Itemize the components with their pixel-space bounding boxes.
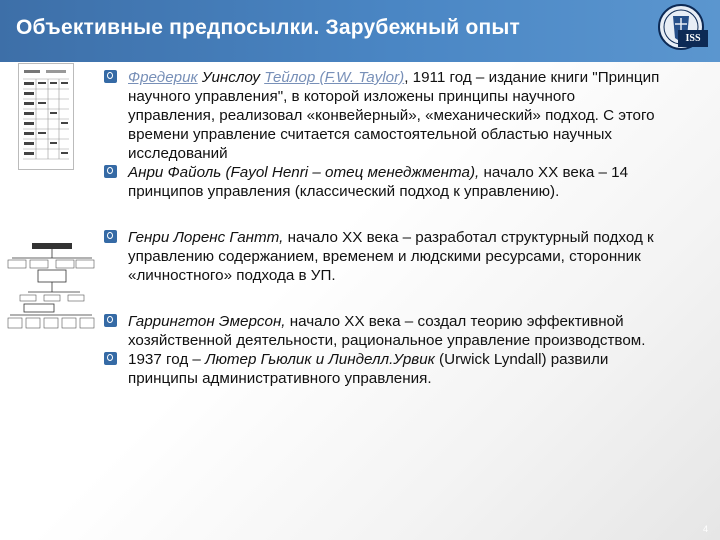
gantt-text: начало XX века – разработал структурный подход к управлению содержанием, временем и людскими ресурсами, сторонник «личностного» подхода в УП. xyxy=(128,229,654,284)
bullet-gulick-urwick xyxy=(104,350,664,388)
taylor-document-thumbnail xyxy=(18,63,74,170)
emerson-name: Гаррингтон Эмерсон, xyxy=(128,313,286,330)
fayol-text: начало XX века – 14 принципов управления (классический подход к управлению). xyxy=(128,164,629,200)
taylor-first-name-link[interactable]: Фредерик xyxy=(128,69,198,86)
taylor-text: , 1911 год – издание книги "Принцип научного управления", в которой изложены принципы научного управления, реализовал «конвейерный», «механический» подход. С этого времени управление считается самостоятельной областью научных исследований xyxy=(128,69,660,162)
emblem-badge: ISS xyxy=(678,30,708,47)
page-title: Объективные предпосылки. Зарубежный опыт xyxy=(16,16,520,39)
university-emblem-icon xyxy=(656,2,706,56)
bullet-gantt xyxy=(104,228,664,285)
title-bar xyxy=(0,0,720,62)
slide-number: 4 xyxy=(702,524,708,534)
bullet-marker-icon xyxy=(104,70,117,83)
taylor-surname-link[interactable]: Тейлор (F.W. Taylor) xyxy=(264,69,405,86)
bullet-marker-icon xyxy=(104,165,117,178)
org-chart-thumbnail xyxy=(6,240,96,332)
gulick-pre: 1937 год – xyxy=(128,351,206,368)
taylor-middle-name: Уинслоу xyxy=(197,69,265,86)
bullet-marker-icon xyxy=(104,352,117,365)
gantt-name: Генри Лоренс Гантт, xyxy=(128,229,284,246)
fayol-name: Анри Файоль (Fayol Henri – отец менеджмента), xyxy=(128,164,480,181)
bullet-emerson xyxy=(104,312,664,350)
bullet-list xyxy=(104,68,664,388)
bullet-marker-icon xyxy=(104,314,117,327)
emerson-text: начало XX века – создал теорию эффективной хозяйственной деятельности, рациональное управление производством. xyxy=(128,313,646,349)
bullet-marker-icon xyxy=(104,230,117,243)
gulick-urwick-names: Лютер Гьюлик и Линделл.Урвик xyxy=(205,351,435,368)
bullet-fayol xyxy=(104,163,664,201)
bullet-taylor xyxy=(104,68,664,163)
gulick-text: (Urwick Lyndall) развили принципы административного управления. xyxy=(128,351,609,387)
